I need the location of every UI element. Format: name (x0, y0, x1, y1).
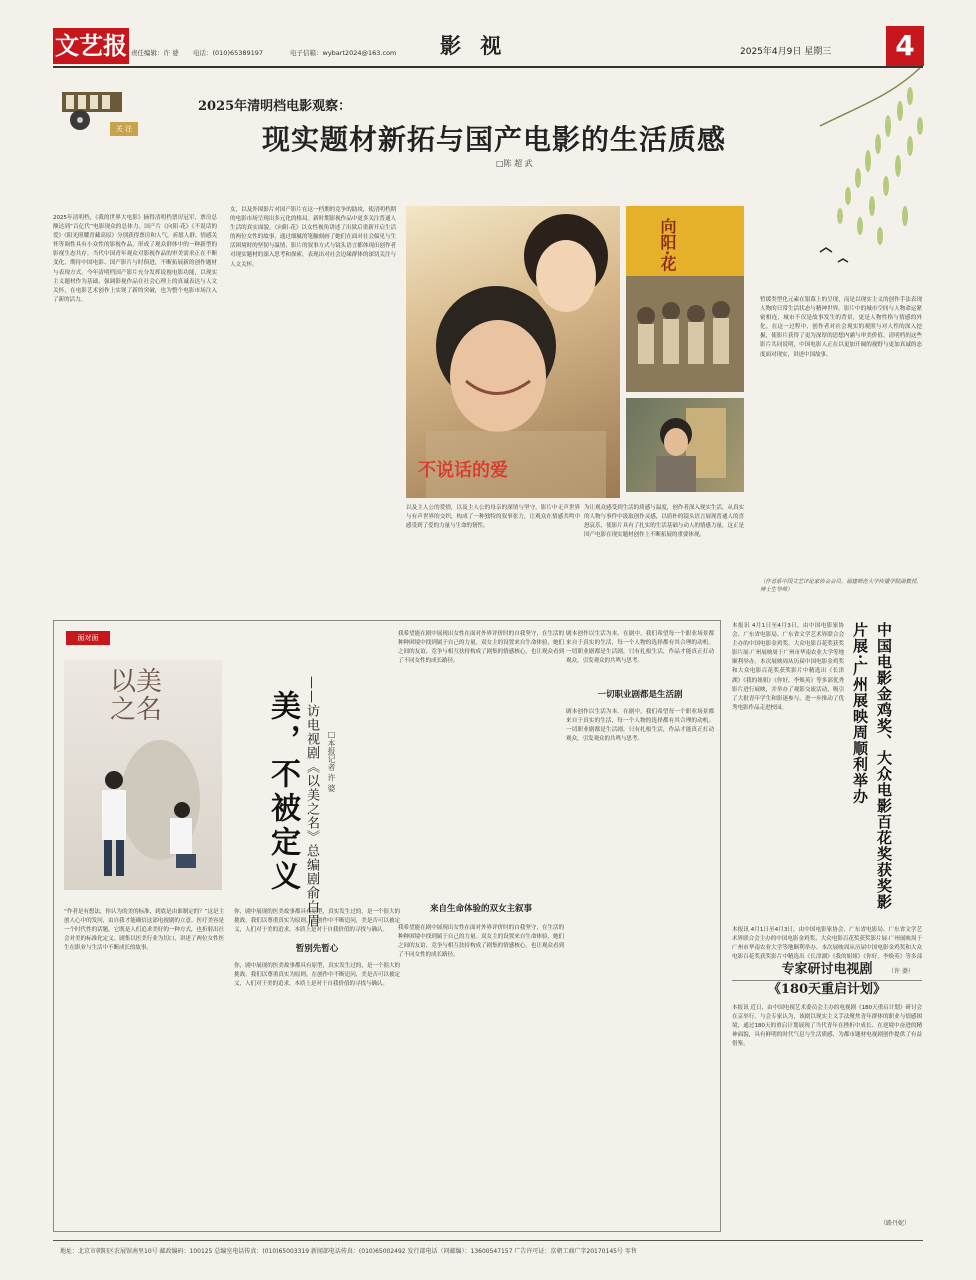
poster-in-the-name-of-beauty-title: 以美之名 (110, 667, 163, 725)
lead-col-3: 以及主人公的爱情，以及主人公的母亲的深情与坚守。影片中无声世界与有声世界的交织，构成了一种独特的叙事张力，让观众在情感共鸣中感受到了爱的力量与生命的韧性。 (406, 505, 580, 530)
poster-silent-love (406, 206, 620, 498)
side2-title-1: 专家研讨电视剧 (781, 962, 873, 977)
interview-subhead-3: 一切职业剧都是生活剧 (597, 690, 683, 700)
header-email: 电子信箱：wybart2024@163.com (290, 49, 397, 57)
interview-subhead-1: 暂别先暂心 (295, 944, 339, 954)
header-editor: 责任编辑：许 婆 (131, 49, 179, 57)
interview-col-d-top: 剧本创作以生活为本。在剧中，我们希望每一个职业场景都来自于真实的生活，每一个人物的选择都有其合理的动机。一切职业剧都是生活剧，只有扎根生活，作品才能真正打动观众，引发观众的共鸣与思考。 (566, 631, 714, 665)
footer-text: 地址：北京市朝阳区农展馆南里10号 邮政编码：100125 总编室电话传真：(010)65003319 新闻部电话传真：(010)65002492 发行部电话（同邮编）：13600547157 广告许可证：京朝工商广字20170145号 零售 (60, 1248, 637, 1255)
masthead-box (53, 28, 129, 64)
side1-signature: （许 婆） (888, 968, 914, 975)
lead-kicker: 2025年清明档电影观察： (198, 99, 352, 114)
poster-in-the-name-of-beauty (64, 660, 222, 890)
lead-badge: 关 注 (110, 122, 138, 136)
lead-author-note: （作者系中国文艺评论家协会会员、福建师范大学传播学院副教授、博士生导师） (760, 579, 922, 593)
footer-rule (53, 1240, 923, 1241)
header-phone: 电话：(010)65389197 (193, 49, 264, 57)
lead-col-2: 女，以及外围影片对国产影片在这一档期的竞争的助攻，使清明档期的电影市场呈现出多元化的格局。新时期影视作品中更多关注普通人生活的真实面貌。《向阳·花》以女性视角讲述了出狱后重新开启生活的两位女性的故事，通过细腻的笔触刻画了她们在面对社会偏见与生活困境时的坚韧与温情，影片的叙事方式与镜头语言都体现出创作者对现实题材的深入思考和探索，表现出对社会边缘群体的深切关注与人文关怀。 (230, 207, 396, 268)
side1-body-cont: 本报讯 4月1日至4月3日，由中国电影家协会、广东省电影局、广东省文学艺术界联合会主办的中国电影金鸡奖、大众电影百花奖获奖影片展·广州展映周于广州市华南农业大学等地顺利举办。本次展映周从历届中国电影金鸡奖和大众电影百花奖获奖影片中精选出《长津湖》《我的姐姐》《你好，李焕英》等多部 (732, 927, 922, 961)
masthead-title: 文艺报 (55, 31, 127, 60)
lead-col-5: 暂缓类型化元素在银幕上的呈现，而是以现实主义的创作手法表现人物的日常生活状态与精神世界。影片中的城市空间与人物命运紧密相连，城市不仅是故事发生的背景，更是人物性格与情感的外化。在这一过程中，创作者对社会现实的观照与对人性的深入挖掘，使影片获得了更为深厚的思想内涵与审美价值。清明档的这些影片共同说明，中国电影人正在以更加开阔的视野与更加真诚的态度面对现实，讲述中国故事。 (760, 297, 922, 358)
side1-title: 中国电影金鸡奖、大众电影百花奖获奖影片展·广州展映周顺利举办 (851, 622, 893, 910)
lead-col-1: 2025年清明档，《我的世界大电影》摘得清明档票房冠军，票房总额达到“百亿代”电影现众的总体力。国产片《向阳·花》《不说话的爱》《阳光照耀青藏高原》分别获得票房和人气，祈愿人群、情感关怀等调性具有小众性的影视作品，形成了观众群体中的一种新型的影视生态共存。当代中国青年观众对影视作品的审美需求正在不断变化，期待中国电影、国产影片与时俱进，不断拓展新的创作题材与表现方式。今年清明档国产影片充分发挥说视电影功能，以现实主义题材作为基础，强调影视作品在社会心理上的真诚表达与人文关怀，在电影艺术创作上实现了新的突破，也为整个电影市场注入了新的活力。 (53, 215, 217, 303)
interview-subtitle: ——访电视剧《以美之名》总编剧俞白眉 (304, 676, 319, 928)
interview-col-c: 我希望能在剧中展现出女性在面对外界评价时的自我坚守，在生活的种种困境中找到属于自己的力量。双女主的设置来自生命体验，她们之间的友谊、竞争与相互扶持构成了剧集的情感核心，也让观众看到了不同女性的成长路径。 (398, 925, 564, 959)
interview-title: 美，不被定义 (265, 690, 300, 894)
lead-col-4: 为让观众感受到生活的质感与温度，创作者深入现实生活，从真实的人物与事件中汲取创作灵感，以质朴的镜头语言展现普通人的喜怒哀乐，使影片具有了扎实的生活基础与动人的情感力量，这正是国产电影在现实题材创作上不断拓展的重要体现。 (584, 505, 744, 539)
side1-body: 本报讯 4月1日至4月3日，由中国电影家协会、广东省电影局、广东省文学艺术界联合会主办的中国电影金鸡奖、大众电影百花奖获奖影片展·广州展映周于广州市华南农业大学等地顺利举办。本次展映周从历届中国电影金鸡奖和大众电影百花奖获奖影片中精选出《长津湖》《我的姐姐》《你好，李焕英》等多部优秀影片进行展映，并举办了观影交流活动，吸引了大批青年学生和影迷参与，进一步推动了优秀电影作品走进校园。 (732, 623, 844, 711)
interview-col-c-top: 我希望能在剧中展现出女性在面对外界评价时的自我坚守，在生活的种种困境中找到属于自己的力量。双女主的设置来自生命体验，她们之间的友谊、竞争与相互扶持构成了剧集的情感核心，也让观众看到了不同女性的成长路径。 (398, 631, 564, 665)
interview-byline: □本报记者 许 婆 (327, 730, 336, 793)
willow-decoration (760, 66, 930, 266)
film-still-phone (626, 398, 744, 492)
side2-body: 本报讯 近日，由中国电视艺术委员会主办的电视剧《180天重启计划》研讨会在京举行。与会专家认为，该剧以现实主义手法聚焦青年群体的职业与情感困境，通过180天的重启计划展现了当代青年在挫折中成长、在逆境中奋进的精神面貌，具有鲜明的时代气息与生活质感，为都市题材电视剧创作提供了有益借鉴。 (732, 1005, 922, 1048)
poster-silent-love-title: 不说话的爱 (418, 460, 508, 481)
interview-col-a: “作者是有想法，你认为的美的标准，到底是由谁制定的？”这是主创人心中的发问，由自我才能确信这部电视剧的立意。医疗美容是一个时代性的话题，它既是人们追求美好的一种方式，也折射出社会对美的标准化定义。剧集以医美行业为切口，讲述了两位女性医生在职业与生活中不断成长的故事。 (64, 909, 224, 952)
header-date: 2025年4月9日 星期三 (740, 47, 832, 57)
poster-sunflower-title: 向阳·花 (658, 218, 677, 272)
interview-subhead-2: 来自生命体验的双女主叙事 (429, 904, 532, 914)
page-number-box (886, 26, 924, 66)
interview-label: 面对面 (66, 631, 110, 645)
section-title: 影 视 (440, 33, 508, 58)
side2-signature: （路丹妮） (880, 1220, 911, 1227)
interview-col-b2: 你，剧中展现的医美故事都具有原型，真实发生过的，是一个很大的挑战。我们以尊重真实为原则，在创作中不断追问，美是否可以被定义，人们对于美的追求，本质上是对于自我价值的寻找与确认。 (234, 963, 400, 988)
interview-col-d: 剧本创作以生活为本。在剧中，我们希望每一个职业场景都来自于真实的生活，每一个人物的选择都有其合理的动机。一切职业剧都是生活剧，只有扎根生活，作品才能真正打动观众，引发观众的共鸣与思考。 (566, 709, 714, 743)
page-number: 4 (895, 29, 915, 62)
side2-title-2: 《180天重启计划》 (767, 982, 887, 997)
lead-byline: □陈 超 武 (496, 159, 533, 168)
lead-headline: 现实题材新拓与国产电影的生活质感 (262, 123, 727, 156)
poster-sunflower (626, 206, 744, 392)
interview-col-b: 你，剧中展现的医美故事都具有原型，真实发生过的，是一个很大的挑战。我们以尊重真实为原则，在创作中不断追问，美是否可以被定义，人们对于美的追求，本质上是对于自我价值的寻找与确认。 (234, 909, 400, 934)
